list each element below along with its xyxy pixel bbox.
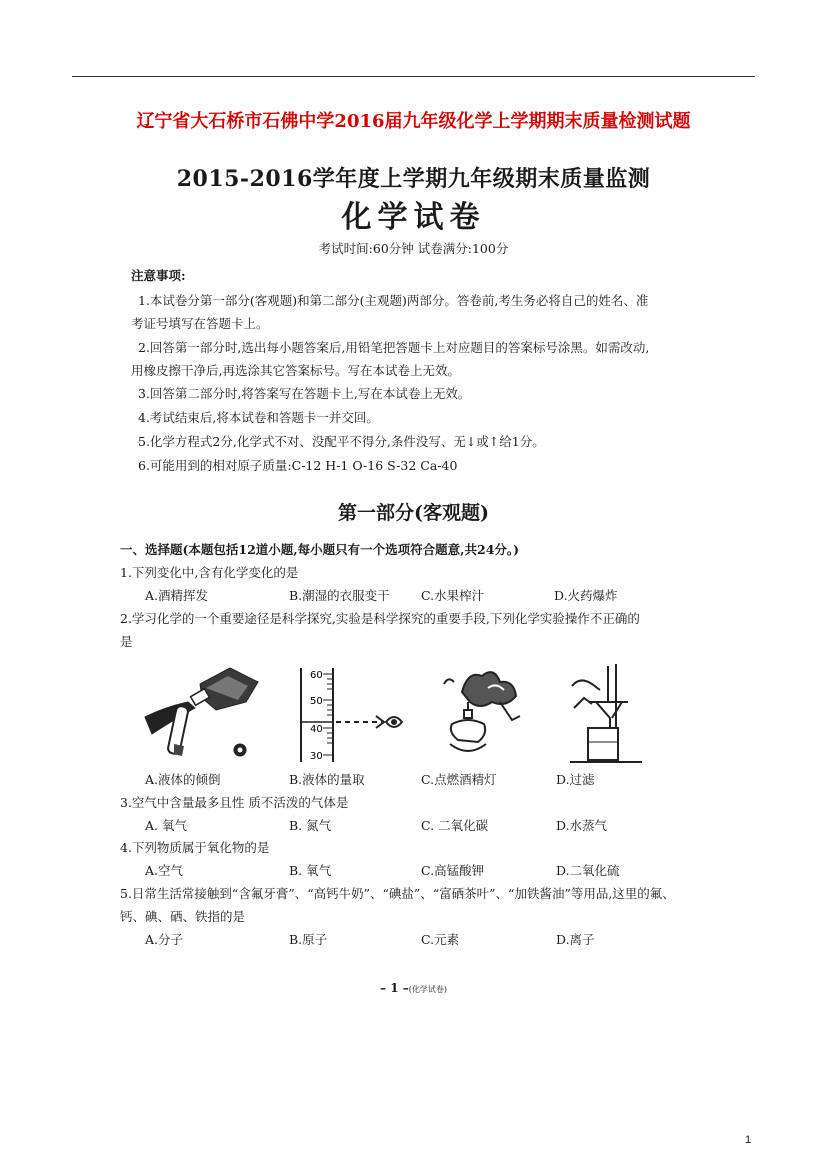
page-footer [0, 981, 827, 995]
section-heading: 一、选择题(本题包括12道小题,每小题只有一个选项符合题意,共24分。) [120, 542, 520, 557]
q2-option-c: C.点燃酒精灯 [421, 772, 497, 787]
cylinder-tick-label: 50 [310, 696, 323, 707]
note-line: 5.化学方程式2分,化学式不对、没配平不得分,条件没写、无↓或↑给1分。 [138, 434, 545, 449]
page-number: 1 [745, 1134, 752, 1146]
q5-option-a: A.分子 [145, 932, 184, 947]
q4-option-b: B. 氧气 [289, 863, 332, 878]
q1-option-a: A.酒精挥发 [145, 588, 209, 603]
q5-option-b: B.原子 [289, 932, 328, 947]
notes-heading: 注意事项: [131, 268, 186, 283]
q5-option-d: D.离子 [556, 932, 595, 947]
q3-option-b: B. 氮气 [289, 818, 332, 833]
note-line: 4.考试结束后,将本试卷和答题卡一并交回。 [138, 410, 379, 425]
q4-option-c: C.高锰酸钾 [421, 863, 485, 878]
note-line: 6.可能用到的相对原子质量:C-12 H-1 O-16 S-32 Ca-40 [138, 458, 458, 473]
cylinder-tick-label: 30 [310, 751, 323, 762]
note-line: 2.回答第一部分时,选出每小题答案后,用铅笔把答题卡上对应题目的答案标号涂黑。如需改动, [138, 340, 650, 355]
question-5-stem: 5.日常生活常接触到“含氟牙膏”、“高钙牛奶”、“碘盐”、“富硒茶叶”、“加铁酱油”等用品,这里的氟、 [120, 886, 675, 901]
cylinder-tick-label: 60 [310, 670, 323, 681]
q1-option-c: C.水果榨汁 [421, 588, 485, 603]
question-1-stem: 1.下列变化中,含有化学变化的是 [120, 565, 299, 580]
exam-title: 2015-2016学年度上学期九年级期末质量监测 [176, 166, 651, 192]
q3-option-a: A. 氧气 [145, 818, 187, 833]
note-line: 考证号填写在答题卡上。 [131, 316, 269, 331]
q1-option-b: B.潮湿的衣服变干 [289, 588, 390, 603]
document-title: 辽宁省大石桥市石佛中学2016届九年级化学上学期期末质量检测试题 [136, 111, 691, 132]
header-rule [72, 76, 755, 77]
question-5-stem-cont: 钙、碘、硒、铁指的是 [120, 909, 246, 924]
alcohol-lamp-figure [438, 662, 538, 766]
footer-page-label: – 1 – [380, 981, 409, 995]
note-line: 1.本试卷分第一部分(客观题)和第二部分(主观题)两部分。答卷前,考生务必将自己的姓名、准 [138, 293, 649, 308]
q4-option-a: A.空气 [145, 863, 184, 878]
q2-option-b: B.液体的量取 [289, 772, 365, 787]
q2-option-d: D.过滤 [556, 772, 595, 787]
exam-meta: 考试时间:60分钟 试卷满分:100分 [318, 241, 509, 256]
q3-option-d: D.水蒸气 [556, 818, 608, 833]
q4-option-d: D.二氧化硫 [556, 863, 620, 878]
filtration-figure [566, 662, 646, 766]
q2-option-a: A.液体的倾倒 [145, 772, 221, 787]
footer-note: (化学试卷) [408, 985, 447, 994]
cylinder-tick-label: 40 [310, 724, 323, 735]
question-4-stem: 4.下列物质属于氧化物的是 [120, 840, 270, 855]
question-3-stem: 3.空气中含量最多且性 质不活泼的气体是 [120, 795, 349, 810]
question-2-stem-cont: 是 [120, 634, 133, 649]
question-2-stem: 2.学习化学的一个重要途径是科学探究,实验是科学探究的重要手段,下列化学实验操作不正确的 [120, 611, 640, 626]
exam-subject: 化学试卷 [341, 200, 486, 235]
q3-option-c: C. 二氧化碳 [421, 818, 489, 833]
graduated-cylinder-figure [290, 662, 410, 766]
q5-option-c: C.元素 [421, 932, 460, 947]
pouring-liquid-figure [140, 662, 265, 762]
part-one-title: 第一部分(客观题) [338, 502, 489, 524]
note-line: 3.回答第二部分时,将答案写在答题卡上,写在本试卷上无效。 [138, 386, 471, 401]
q1-option-d: D.火药爆炸 [554, 588, 618, 603]
note-line: 用橡皮擦干净后,再选涂其它答案标号。写在本试卷上无效。 [131, 363, 460, 378]
